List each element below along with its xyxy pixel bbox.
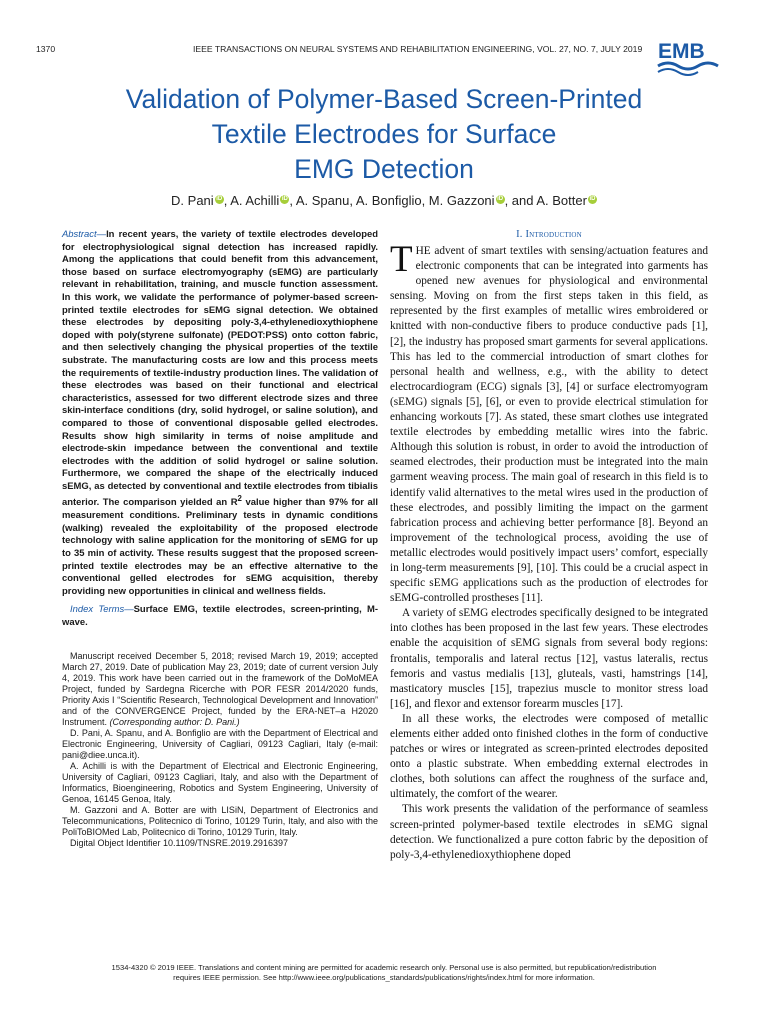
page-number: 1370 (36, 44, 56, 54)
journal-header: IEEE TRANSACTIONS ON NEURAL SYSTEMS AND REHABILITATION ENGINEERING, VOL. 27, NO. 7, JULY 2019 (193, 44, 643, 54)
drop-cap: T (390, 239, 413, 280)
author-pani: D. Pani (171, 193, 214, 208)
orcid-icon[interactable]: iD (281, 196, 288, 202)
index-terms (62, 604, 378, 629)
introduction-body (390, 239, 708, 863)
copyright-notice (40, 963, 728, 983)
title-line-1: Validation of Polymer-Based Screen-Printed (125, 84, 643, 114)
doi[interactable]: Digital Object Identifier 10.1109/TNSRE.2019.2916397 (70, 837, 288, 848)
orcid-icon[interactable]: iD (216, 196, 223, 202)
emb-logo-text: EMB (658, 40, 705, 63)
right-column (390, 229, 708, 863)
paragraph-3: In all these works, the electrodes were composed of metallic elements either added onto finished clothes in the form of conductive patches or wires or integrated as screen-printed electrodes deposited onto a plastic substrate. When embedding external electrodes in clothes, both solutions can affect the roughness of the surface and, ultimately, the comfort of the wearer. (390, 712, 708, 801)
orcid-icon[interactable]: iD (497, 196, 504, 202)
footnote-affiliation-3: M. Gazzoni and A. Botter are with LISiN, Department of Electronics and Telecommunications, Politecnico di Torino, 10129 Turin, Italy, and also with the PoliToBIOMed Lab, Politecnico di Torino, 10129 Turin, Italy. (62, 804, 378, 837)
emb-logo (656, 38, 736, 78)
footnote-affiliation-2: A. Achilli is with the Department of Electrical and Electronic Engineering, University of Cagliari, 09123 Cagliari, Italy, and also with the Department of Informatics, Bioengineering, Robotics and System Engineering, University of Genoa, 16145 Genoa, Italy. (62, 760, 378, 804)
abstract-superscript: 2 (237, 494, 242, 504)
footnotes (62, 651, 378, 849)
title-line-3: EMG Detection (294, 154, 474, 184)
footnote-manuscript (62, 651, 378, 728)
footnote-affiliation-1: D. Pani, A. Spanu, and A. Bonfiglio are with the Department of Electrical and Electronic Engineering, University of Cagliari, 09123 Cagliari, Italy (e-mail: pani@diee.unca.it). (62, 727, 378, 760)
index-terms-label: Index Terms (70, 604, 125, 616)
abstract-text: In recent years, the variety of textile electrodes developed for electrophysiological signal detection has increased rapidly. Among the applications that could benefit from this advancement, those based on surface electromyography (sEMG) are particularly relevant in rehabilitation, training, and muscle function assessment. In this work, we validate the performance of polymer-based screen-printed textile electrodes for sEMG signal detection. We obtained these electrodes by depositing poly-3,4-ethylenedioxythiophene doped with poly(styrene sulfonate) (PEDOT:PSS) onto cotton fabric, and then selectively changing the physical properties of the textile substrate. The manufacturing costs are low and this process meets the requirements of textile-industry production lines. The validation of these electrodes was based on their functional and electrical characteristics, assessed for two different electrode sizes and three skin-interface conditions (dry, solid hydrogel, or saline solution), and compared to those of conventional disposable gelled electrodes. Results show high similarity in terms of noise amplitude and electrode-skin impedance between the conventional and textile electrodes with the addition of solid hydrogel or saline solution. Furthermore, we compared the shape of the electrically induced sEMG, as detected by conventional and textile electrodes from tibialis anterior. The comparison yielded an R (62, 229, 378, 509)
author-list (40, 193, 728, 208)
manuscript-text: Manuscript received December 5, 2018; revised March 19, 2019; accepted March 27, 2019. Date of publication May 23, 2019; date of current version July 4, 2019. This work have been carried out in the framework of the DoMoMEA Project, funded by Sardegna Ricerche with POR FESR 2014/2020 funds, Priority Axis I “Scientific Research, Technological Development and Innovation” and of the CONVERGENCE Project, funded by the ERA-NET–a H2020 Instrument. (62, 650, 378, 727)
author-achilli: , A. Achilli (223, 193, 280, 208)
author-group: , A. Spanu, A. Bonfiglio, M. Gazzoni (289, 193, 495, 208)
copyright-line-2: requires IEEE permission. See http://www.ieee.org/publications_standards/publications/rights/index.html for more information. (173, 973, 595, 982)
title-line-2: Textile Electrodes for Surface (211, 119, 557, 149)
index-terms-text: Surface EMG, textile electrodes, screen-printing, M-wave. (62, 604, 379, 628)
index-terms-dash: — (124, 604, 134, 616)
corresponding-author: (Corresponding author: D. Pani.) (109, 716, 240, 727)
abstract-dash: — (96, 229, 107, 240)
orcid-icon[interactable]: iD (589, 196, 596, 202)
abstract (62, 229, 378, 598)
author-botter: , and A. Botter (504, 193, 587, 208)
abstract-label: Abstract (62, 229, 97, 240)
paragraph-1 (390, 239, 708, 606)
section-numeral: I. (516, 229, 526, 240)
paragraph-4: This work presents the validation of the performance of seamless screen-printed polymer-based textile electrodes in sEMG signal detection. We functionalized a pure cotton fabric by the deposition of poly-3,4-ethylenedioxythiophene doped (390, 803, 708, 861)
paragraph-1-text: HE advent of smart textiles with sensing/actuation features and electronic components that can be integrated into garments has opened new avenues for physiological and environmental sensing. Moving on from the first steps taken in this field, as represented by the first examples of metallic wires embroidered or knitted with non-conductive fibers to produce conductive pads [1], [2], the industry has proposed smart garments for several applications. This has led to the commercial introduction of smart clothes for personal health and wellness, e.g., with the ability to detect electrocardiogram (ECG) signals [3], [4] or surface electromyogram (sEMG) signals [5], [6], or even to provide electrical stimulation for enhancing workouts [7]. As stated, these smart clothes use integrated textile electrodes by embedding metallic wires into the fabric. Although this solution is robust, in order to avoid the introduction of seamed electrodes, their production must be integrated into the main garment weaving process. The main goal of research in this field is to identify valid alternatives to the metal wires used in the production of these electrodes, and possibly limiting the impact on the garment fabrication process and achieving better performance [8]. Beyond an improvement of the technological process, avoiding the use of metallic electrodes would positively impact users’ comfort, especially in long-term measurements [9], [10]. This could be a crucial aspect in specific sEMG applications such as the production of electrodes for sEMG-controlled prostheses [11]. (390, 245, 708, 605)
section-heading (390, 229, 708, 240)
left-column (62, 229, 378, 849)
paper-title (40, 82, 728, 187)
copyright-line-1: 1534-4320 © 2019 IEEE. Translations and content mining are permitted for academic research only. Personal use is also permitted, but republication/redistribution (111, 963, 657, 972)
paragraph-2: A variety of sEMG electrodes specifically designed to be integrated into clothes has been proposed in the last few years. These electrodes enable the acquisition of sEMG signals from several body regions: frontalis, temporalis and lateral rectus [12], vastus lateralis, rectus femoris and vastus medialis [13], gluteals, vasti, hamstrings [14], masticatory muscles [15], trapezius muscle to monitor stress load [16], and flexor and extensor forearm muscles [17]. (390, 607, 708, 710)
abstract-text-end: value higher than 97% for all measurement conditions. Preliminary tests in dynamic conditions (walking) revealed the exploitability of the proposed electrode technology with saline application for the monitoring of sEMG for up to 35 min of activity. These results suggest that the proposed screen-printed textile electrodes may be an effective alternative to the conventional gelled electrodes for sEMG acquisition, thereby providing new opportunities in clinical and wellness fields. (62, 497, 378, 597)
section-title: Introduction (525, 229, 582, 240)
